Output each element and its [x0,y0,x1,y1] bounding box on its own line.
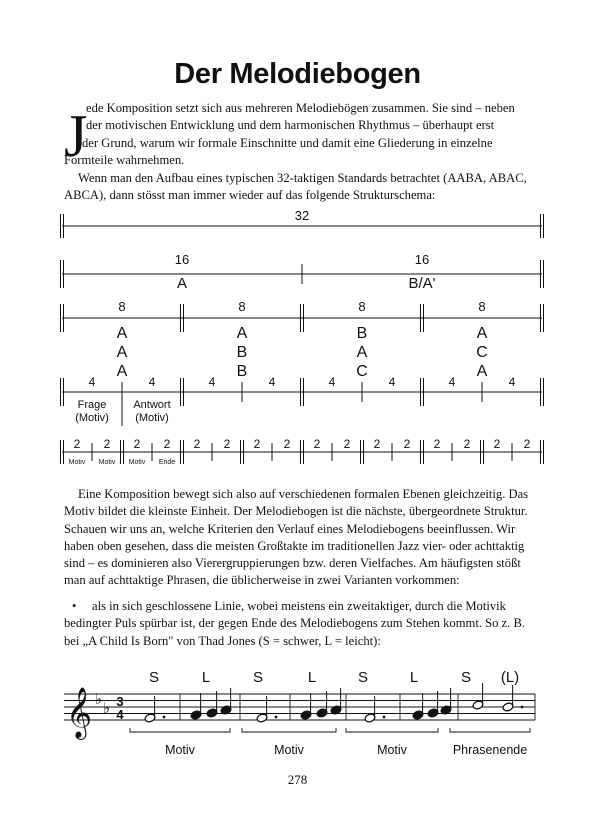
group-label: Phrasenende [452,743,528,757]
augmentation-dot [275,716,278,719]
text-line: man auf achttaktige Phrasen, die üblicherweise in zwei Varianten vorkommen: [64,573,460,588]
body-paragraph [64,486,542,590]
form-letter: A [116,344,128,361]
group-bracket [450,728,530,732]
intro-paragraph-tail [64,152,534,169]
augmentation-dot [521,706,524,709]
two-bars-label: 2 [133,437,141,451]
half-bars-label: 16 [414,252,430,267]
treble-clef-icon: 𝄞 [66,688,93,737]
half-form-label: A [176,275,188,292]
stress-label: (L) [500,669,520,686]
text-line: als in sich geschlossene Linie, wobei meistens ein zweitaktiger, durch die Motivik [92,599,506,613]
form-letter: A [236,325,248,342]
two-bars-label: 2 [523,437,531,451]
group-label: Motiv [165,743,195,757]
group-bracket [346,728,438,732]
total-bars-label: 32 [294,208,310,223]
stress-label: S [252,669,264,686]
antwort-label: Antwort [133,399,171,411]
two-bars-label: 2 [73,437,81,451]
form-letter: A [116,363,128,380]
text-line: Wenn man den Aufbau eines typischen 32-taktigen Standards betrachtet (AABA, ABAC, [78,171,527,185]
eighth-bars-label: 4 [148,375,156,389]
half-form-label: B/A' [408,275,436,292]
text-line: Formteile wahrnehmen. [64,153,185,167]
form-letter: A [476,363,488,380]
frage-label: Frage [77,399,107,411]
two-bars-label: 2 [313,437,321,451]
flat-icon: ♭ [95,691,103,708]
motiv-small-label: Motiv [128,459,146,466]
text-line: Schauen wir uns an, welche Kriterien den Verlauf eines Melodiebogens beeinflussen. Wir [64,521,516,536]
two-bars-label: 2 [373,437,381,451]
eighth-bars-label: 4 [268,375,276,389]
two-bars-label: 2 [163,437,171,451]
text-line: sind – es dominieren also Vierergruppierungen bzw. deren Vielfaches. Am häufigsten stößt [64,556,521,571]
stress-label: S [148,669,160,686]
two-bars-label: 2 [103,437,111,451]
page-number: 278 [287,772,308,787]
intro-paragraph [82,100,530,152]
eighth-bars-label: 4 [448,375,456,389]
bullet-line-first [64,598,542,615]
antwort-motiv-label: (Motiv) [135,412,169,424]
eighth-bars-label: 4 [88,375,96,389]
form-letter: A [116,325,128,342]
eighth-bars-label: 4 [508,375,516,389]
stress-label: S [357,669,369,686]
text-line: der Grund, warum wir formale Einschnitte und damit eine Gliederung in einzelne [82,135,493,150]
text-line: haben oben gesehen, dass die meisten Großtakte im traditionellen Jazz vier- oder achttaktig [64,538,525,553]
form-letter: B [356,325,368,342]
eighth-bars-label: 4 [388,375,396,389]
two-bars-label: 2 [283,437,291,451]
two-bars-label: 2 [463,437,471,451]
motiv-small-label: Ende [158,459,176,466]
time-sig-bottom: 4 [116,707,124,722]
quarter-bars-label: 8 [238,299,246,314]
two-bars-label: 2 [343,437,351,451]
form-letter: B [236,344,248,361]
time-sig-top: 3 [116,694,124,709]
group-bracket [130,728,230,732]
text-line: Motiv bildet die kleinste Einheit. Der Melodiebogen ist die nächste, übergeordnete Struktur. [64,504,528,519]
group-label: Motiv [377,743,407,757]
bullet-item [64,598,542,650]
two-bars-label: 2 [223,437,231,451]
stress-label: L [307,669,317,686]
group-label: Motiv [274,743,304,757]
augmentation-dot [163,716,166,719]
augmentation-dot [383,716,386,719]
frage-motiv-label: (Motiv) [75,412,109,424]
eighth-bars-label: 4 [208,375,216,389]
quarter-bars-label: 8 [478,299,486,314]
page-title: Der Melodiebogen [174,58,421,90]
form-letter: A [476,325,488,342]
two-bars-label: 2 [493,437,501,451]
motiv-small-label: Motiv [68,459,86,466]
structure-diagram [0,200,595,475]
quarter-bars-label: 8 [118,299,126,314]
text-line: der motivischen Entwicklung und dem harmonischen Rhythmus – überhaupt erst [86,118,495,133]
form-letter: A [356,344,368,361]
stress-label: L [201,669,211,686]
two-bars-label: 2 [253,437,261,451]
text-line: bedingter Puls spürbar ist, der gegen Ende des Melodiebogens zum Stehen kommt. So z. B. [64,616,525,631]
quarter-bars-label: 8 [358,299,366,314]
text-line: ede Komposition setzt sich aus mehreren Melodiebögen zusammen. Sie sind – neben [86,101,515,115]
stress-label: S [460,669,472,686]
two-bars-label: 2 [403,437,411,451]
text-line: Eine Komposition bewegt sich also auf verschiedenen formalen Ebenen gleichzeitig. Das [78,487,529,501]
form-letter: C [356,363,368,380]
two-bars-label: 2 [193,437,201,451]
text-line: bei „A Child Is Born" von Thad Jones (S = schwer, L = leicht): [64,633,381,648]
half-bars-label: 16 [174,252,190,267]
group-bracket [242,728,336,732]
drop-cap: J [64,103,88,169]
flat-icon: ♭ [103,700,111,717]
stress-label: L [409,669,419,686]
form-letter: B [236,363,248,380]
bullet-marker: • [72,599,77,613]
motiv-small-label: Motiv [98,459,116,466]
text-line: ABCA), dann stösst man immer wieder auf das folgende Strukturschema: [64,188,436,203]
eighth-bars-label: 4 [328,375,336,389]
two-bars-label: 2 [433,437,441,451]
music-example [0,660,595,770]
form-letter: C [476,344,488,361]
